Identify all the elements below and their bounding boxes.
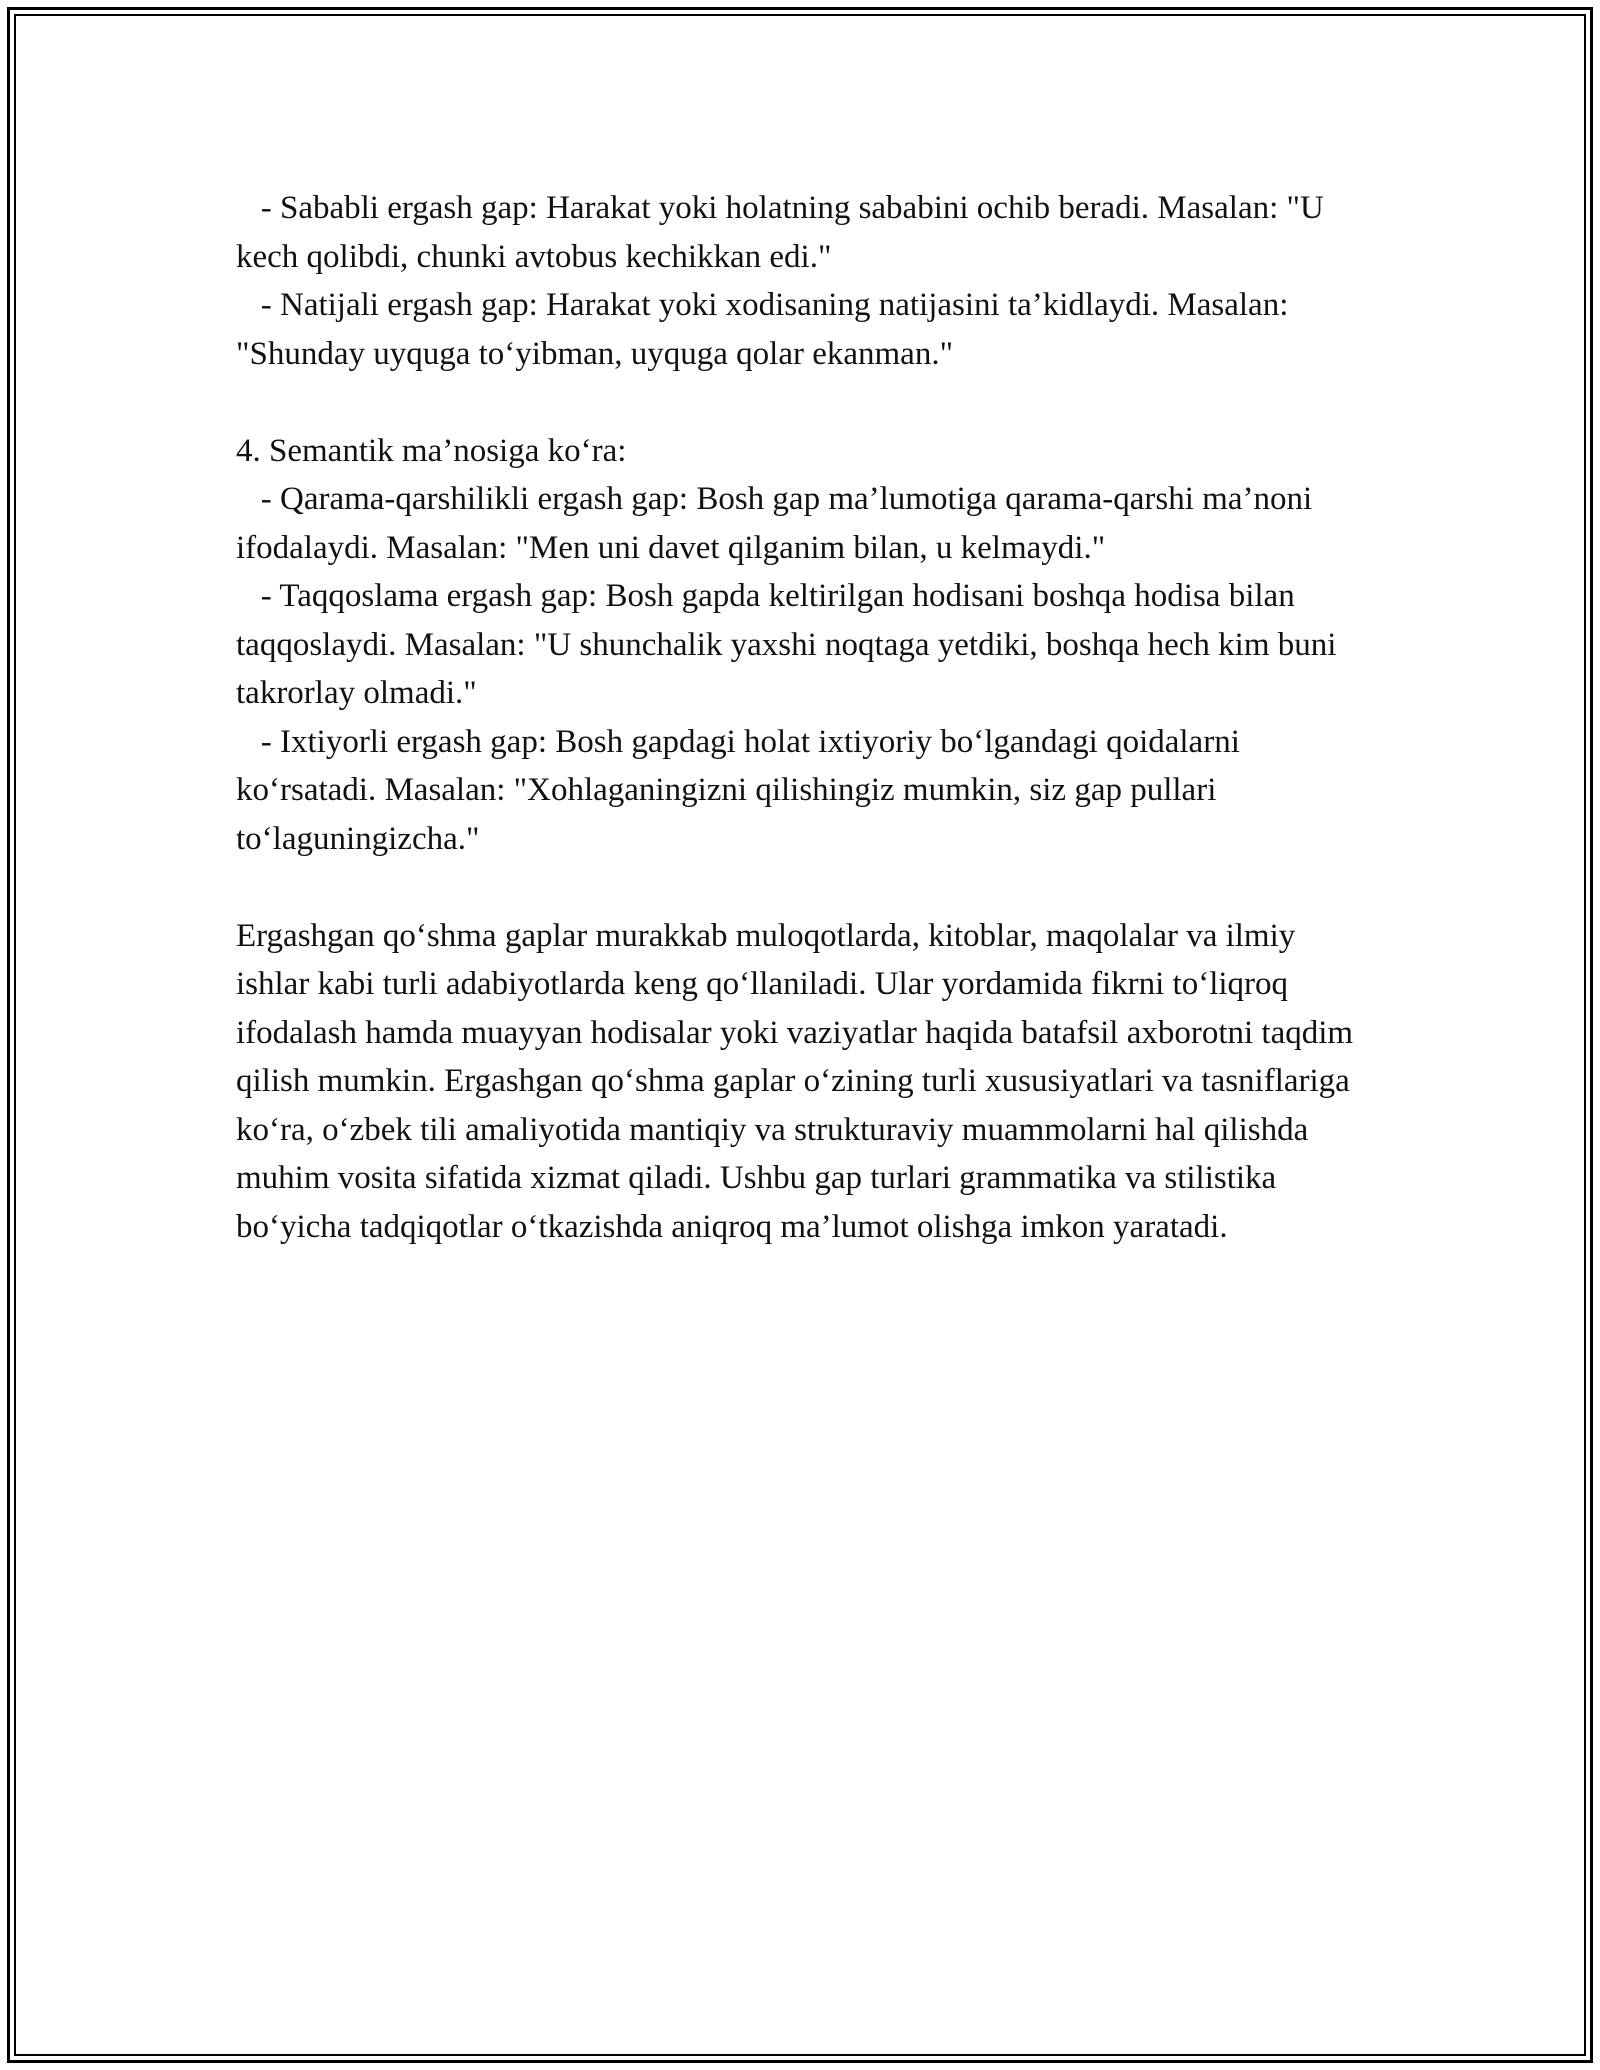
list-item-taqqoslama: - Taqqoslama ergash gap: Bosh gapda keltirilgan hodisani boshqa hodisa bilan taqqoslaydi. Masalan: "U shunchalik yaxshi noqtaga yetdiki, boshqa hech kim buni takrorlay olmadi." <box>236 578 1345 711</box>
list-item-ixtiyorli: - Ixtiyorli ergash gap: Bosh gapdagi holat ixtiyoriy bo‘lgandagi qoidalarni ko‘rsatadi. Masalan: "Xohlaganingizni qilishingiz mumkin, siz gap pullari to‘laguningizcha." <box>236 723 1249 857</box>
blank-line <box>236 378 1366 427</box>
blank-line <box>236 863 1366 912</box>
conclusion-paragraph: Ergashgan qo‘shma gaplar murakkab muloqotlarda, kitoblar, maqolalar va ilmiy ishlar kabi turli adabiyotlarda keng qo‘llaniladi. Ular yordamida fikrni to‘liqroq ifodalash hamda muayyan hodisalar yoki vaziyatlar haqida batafsil axborotni taqdim qilish mumkin. Ergashgan qo‘shma gaplar o‘zining turli xususiyatlari va tasniflariga ko‘ra, o‘zbek tili amaliyotida mantiqiy va strukturaviy muammolarni hal qilishda muhim vosita sifatida xizmat qiladi. Ushbu gap turlari grammatika va stilistika bo‘yicha tadqiqotlar o‘tkazishda aniqroq ma’lumot olishga imkon yaratadi. <box>236 917 1362 1245</box>
list-item-sababli: - Sababli ergash gap: Harakat yoki holatning sababini ochib beradi. Masalan: "U kech qolibdi, chunki avtobus kechikkan edi." <box>236 190 1333 275</box>
list-item-natijali: - Natijali ergash gap: Harakat yoki xodisaning natijasini ta’kidlaydi. Masalan: "Shunday uyquga to‘yibman, uyquga qolar ekanman." <box>236 287 1297 372</box>
list-item-qarama-qarshilikli: - Qarama-qarshilikli ergash gap: Bosh gap ma’lumotiga qarama-qarshi ma’noni ifodalaydi. Masalan: "Men uni davet qilganim bilan, u kelmaydi." <box>236 481 1321 566</box>
section-heading: 4. Semantik ma’nosiga ko‘ra: <box>236 432 627 469</box>
document-body <box>236 184 1366 1251</box>
